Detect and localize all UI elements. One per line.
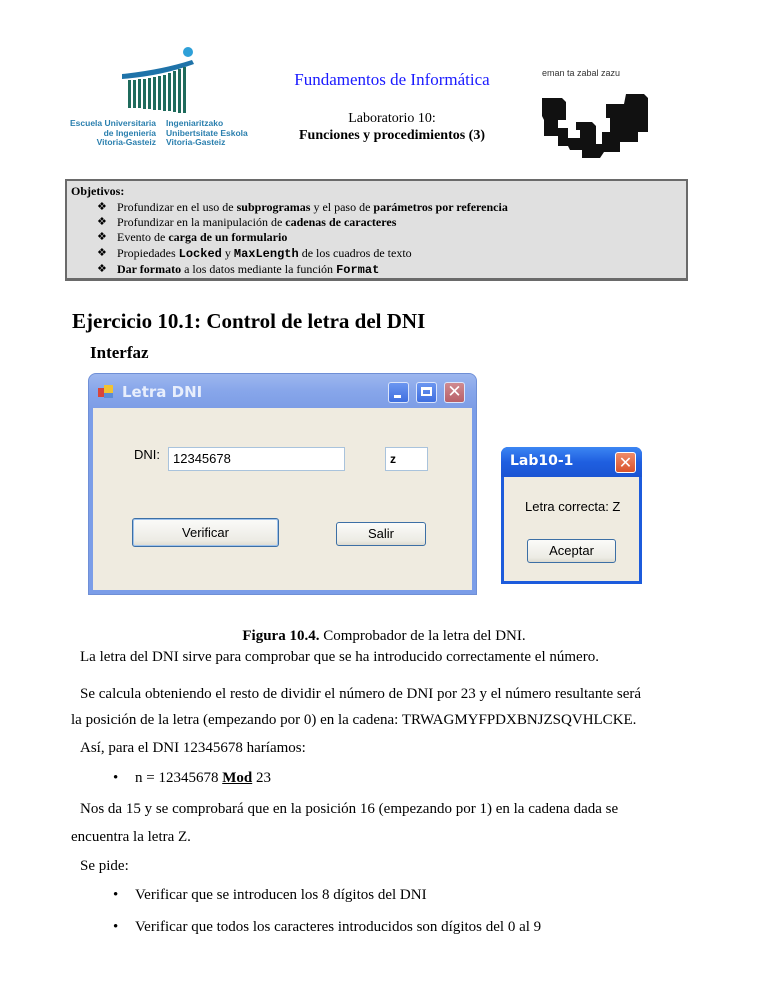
message-client-area bbox=[504, 477, 639, 581]
school-caption-es: Escuela Universitaria de Ingeniería Vitoria-Gasteiz bbox=[70, 118, 156, 147]
diamond-bullet-icon: ❖ bbox=[97, 246, 107, 259]
message-text: Letra correcta: Z bbox=[525, 499, 621, 514]
university-emblem-icon bbox=[540, 80, 660, 160]
accept-button[interactable]: Aceptar bbox=[527, 539, 616, 563]
bullet-icon: • bbox=[113, 770, 119, 786]
paragraph: encuentra la letra Z. bbox=[71, 829, 191, 845]
verify-button[interactable]: Verificar bbox=[132, 518, 279, 547]
figure-caption: Figura 10.4. Comprobador de la letra del DNI. bbox=[242, 628, 526, 644]
paragraph: Se pide: bbox=[80, 858, 129, 874]
exit-button[interactable]: Salir bbox=[336, 522, 426, 546]
dni-label: DNI: bbox=[134, 447, 160, 462]
task-item: • Verificar que se introducen los 8 dígitos del DNI bbox=[113, 887, 427, 903]
objectives-title: Objetivos: bbox=[71, 184, 125, 198]
exercise-heading: Ejercicio 10.1: Control de letra del DNI bbox=[72, 309, 426, 333]
paragraph: La letra del DNI sirve para comprobar que se ha introducido correctamente el número. bbox=[80, 649, 599, 665]
school-logo-icon bbox=[66, 44, 256, 119]
lab-subtitle: Funciones y procedimientos (3) bbox=[298, 128, 485, 143]
university-motto: eman ta zabal zazu bbox=[542, 68, 621, 78]
result-message-box bbox=[501, 447, 642, 584]
objectives-list bbox=[97, 200, 508, 278]
formula-item: • n = 12345678 Mod 23 bbox=[113, 770, 271, 786]
message-titlebar[interactable] bbox=[501, 447, 642, 477]
task-item: • Verificar que todos los caracteres introducidos son dígitos del 0 al 9 bbox=[113, 919, 542, 935]
objective-item: ❖ Profundizar en la manipulación de cadenas de caracteres bbox=[97, 215, 397, 230]
objective-item: ❖ Profundizar en el uso de subprogramas y el paso de parámetros por referencia bbox=[97, 200, 508, 214]
school-caption-eu: Ingeniaritzako Unibertsitate Eskola Vitoria-Gasteiz bbox=[166, 118, 248, 147]
course-title: Fundamentos de Informática bbox=[294, 70, 490, 89]
message-close-button[interactable] bbox=[615, 452, 636, 473]
paragraph: Nos da 15 y se comprobará que en la posición 16 (empezando por 1) en la cadena dada se bbox=[80, 801, 619, 817]
objective-item: ❖ Dar formato a los datos mediante la función Format bbox=[97, 261, 380, 277]
close-button[interactable] bbox=[444, 382, 465, 403]
close-icon: ✕ bbox=[618, 453, 633, 472]
maximize-button[interactable] bbox=[416, 382, 437, 403]
diamond-bullet-icon: ❖ bbox=[97, 216, 107, 229]
close-icon: ✕ bbox=[447, 382, 462, 402]
objectives-box bbox=[65, 179, 688, 281]
minimize-button[interactable] bbox=[388, 382, 409, 403]
paragraph: Se calcula obteniendo el resto de dividir el número de DNI por 23 y el número resultante será bbox=[80, 686, 642, 702]
window-client-area bbox=[93, 408, 472, 590]
diamond-bullet-icon: ❖ bbox=[97, 231, 107, 244]
bullet-icon: • bbox=[113, 919, 119, 935]
letra-dni-window bbox=[89, 374, 476, 594]
lab-number: Laboratorio 10: bbox=[348, 111, 436, 126]
objective-item: ❖ Evento de carga de un formulario bbox=[97, 230, 288, 245]
window-title: Letra DNI bbox=[122, 383, 203, 401]
school-logo bbox=[66, 44, 256, 154]
diamond-bullet-icon: ❖ bbox=[97, 262, 107, 275]
dni-input[interactable]: 12345678 bbox=[168, 447, 345, 471]
objective-item: ❖ Propiedades Locked y MaxLength de los cuadros de texto bbox=[97, 245, 412, 261]
app-icon bbox=[98, 385, 114, 399]
letter-input[interactable]: z bbox=[385, 447, 428, 471]
window-titlebar[interactable] bbox=[89, 374, 476, 408]
university-logo bbox=[540, 62, 660, 162]
bullet-icon: • bbox=[113, 887, 119, 903]
interface-subheading: Interfaz bbox=[90, 343, 149, 362]
paragraph: Así, para el DNI 12345678 haríamos: bbox=[80, 740, 306, 756]
message-title: Lab10-1 bbox=[510, 453, 574, 469]
diamond-bullet-icon: ❖ bbox=[97, 201, 107, 213]
paragraph: la posición de la letra (empezando por 0) en la cadena: TRWAGMYFPDXBNJZSQVHLCKE. bbox=[71, 712, 637, 728]
